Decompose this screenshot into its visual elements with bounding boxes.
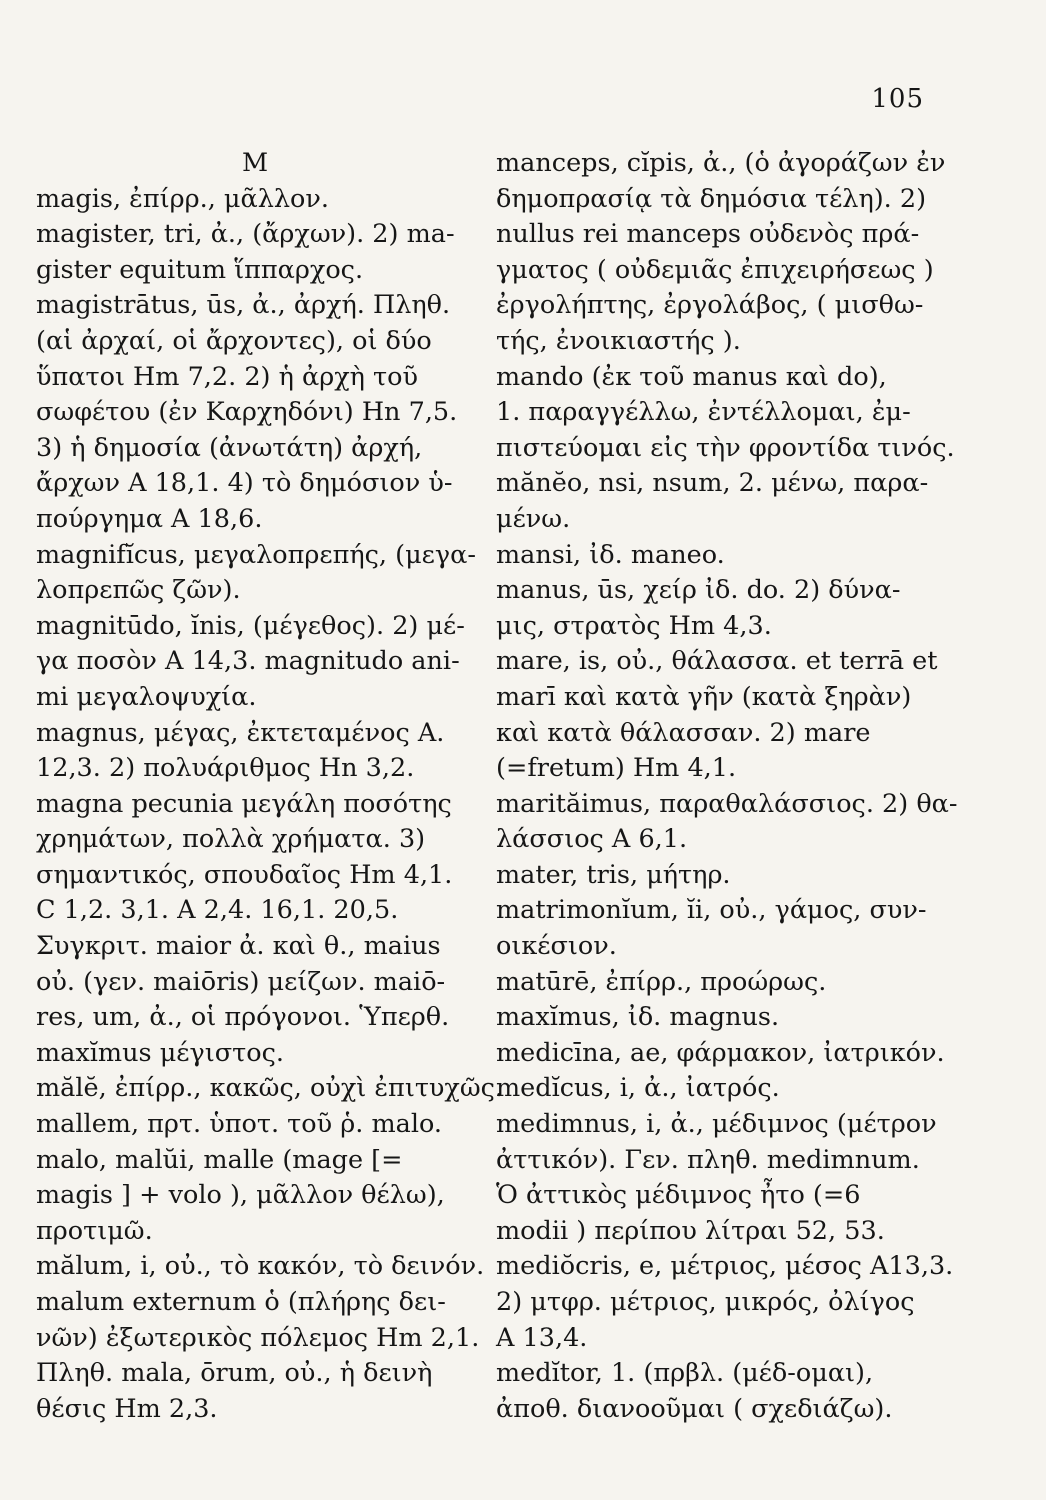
dictionary-line: μις, στρατὸς Hm 4,3. [496,610,772,641]
dictionary-line: res, um, ἀ., οἱ πρόγονοι. Ὑπερθ. [36,1002,450,1033]
dictionary-line: magnifĭcus, μεγαλοπρεπής, (μεγα- [36,539,476,570]
dictionary-line: maxĭmus, ἰδ. magnus. [496,1002,780,1033]
dictionary-line: mediŏcris, e, μέτριος, μέσος A13,3. [496,1251,954,1282]
dictionary-line: medimnus, i, ἀ., μέδιμνος (μέτρον [496,1109,937,1140]
dictionary-line: mare, is, οὐ., θάλασσα. et terrā et [496,646,938,677]
dictionary-line: 3) ἡ δημοσία (ἀνωτάτη) ἀρχή, [36,432,423,463]
dictionary-line: (αἱ ἀρχαί, οἱ ἄρχοντες), οἱ δύο [36,325,432,356]
dictionary-line: medĭtor, 1. (πρβλ. (μέδ-ομαι), [496,1358,874,1389]
dictionary-line: medĭcus, i, ἀ., ἰατρός. [496,1073,780,1104]
dictionary-line: μένω. [496,503,571,534]
dictionary-line: magister, tri, ἀ., (ἄρχων). 2) ma- [36,219,455,250]
dictionary-line: manus, ūs, χείρ ἰδ. do. 2) δύνα- [496,575,901,606]
dictionary-line: mando (ἐκ τοῦ manus καὶ do), [496,361,887,392]
dictionary-line: 2) μτφρ. μέτριος, μικρός, ὀλίγος [496,1287,915,1317]
dictionary-line: mălĕ, ἐπίρρ., κακῶς, οὐχὶ ἐπιτυχῶς. [36,1073,504,1104]
dictionary-line: marī καὶ κατὰ γῆν (κατὰ ξηρὰν) [496,681,912,712]
dictionary-line: malum externum ὁ (πλήρης δει- [36,1287,446,1317]
dictionary-line: mălum, i, οὐ., τὸ κακόν, τὸ δεινόν. [36,1251,485,1282]
dictionary-line: πούργημα A 18,6. [36,503,263,534]
dictionary-line: malo, malŭi, malle (mage [= [36,1144,403,1175]
dictionary-line: magis, ἐπίρρ., μᾶλλον. [36,183,329,214]
dictionary-line: λοπρεπῶς ζῶν). [36,575,241,606]
dictionary-line: nullus rei manceps οὐδενὸς πρά- [496,219,920,250]
dictionary-line: matrimonĭum, ĭi, οὐ., γάμος, συν- [496,895,927,926]
dictionary-line: magnitūdo, ĭnis, (μέγεθος). 2) μέ- [36,610,465,641]
dictionary-line: χρημάτων, πολλὰ χρήματα. 3) [36,824,426,855]
dictionary-line: Ὁ ἀττικὸς μέδιμνος ἦτο (=6 [496,1180,861,1211]
dictionary-line: θέσις Hm 2,3. [36,1393,218,1424]
right-column [496,146,958,1427]
dictionary-line: (=fretum) Hm 4,1. [496,753,737,784]
dictionary-line: 1. παραγγέλλω, ἐντέλλομαι, ἐμ- [496,397,911,428]
dictionary-line: 12,3. 2) πολυάριθμος Hn 3,2. [36,753,415,784]
dictionary-line: γα ποσὸν A 14,3. magnitudo ani- [36,646,460,677]
dictionary-line: C 1,2. 3,1. A 2,4. 16,1. 20,5. [36,895,399,926]
dictionary-line: οὐ. (γεν. maiōris) μείζων. maiō- [36,966,446,997]
dictionary-line: σημαντικός, σπουδαῖος Hm 4,1. [36,859,453,890]
dictionary-line: mănĕo, nsi, nsum, 2. μένω, παρα- [496,468,929,499]
dictionary-line: ἀποθ. διανοοῦμαι ( σχεδιάζω). [496,1393,893,1424]
dictionary-line: maxĭmus μέγιστος. [36,1037,284,1068]
dictionary-line: Συγκριτ. maior ἀ. καὶ θ., maius [36,931,441,962]
dictionary-line: mallem, πρτ. ὑποτ. τοῦ ῥ. malo. [36,1109,442,1140]
dictionary-line: πιστεύομαι εἰς τὴν φροντίδα τινός. [496,432,955,463]
page-number: 105 [871,84,924,114]
dictionary-line: magis ] + volo ), μᾶλλον θέλω), [36,1180,445,1211]
dictionary-line: modii ) περίπου λίτραι 52, 53. [496,1215,885,1246]
dictionary-line: manceps, cĭpis, ἀ., (ὁ ἀγοράζων ἐν [496,148,946,178]
dictionary-line: τής, ἐνοικιαστής ). [496,325,741,356]
dictionary-line: ἀττικόν). Γεν. πληθ. medimnum. [496,1144,920,1175]
dictionary-line: ὕπατοι Hm 7,2. 2) ἡ ἀρχὴ τοῦ [36,361,419,392]
dictionary-line: mi μεγαλοψυχία. [36,681,257,712]
dictionary-line: νῶν) ἐξωτερικὸς πόλεμος Hm 2,1. [36,1322,480,1353]
dictionary-line: marităimus, παραθαλάσσιος. 2) θα- [496,788,958,819]
dictionary-line: matūrē, ἐπίρρ., προώρως. [496,966,827,997]
dictionary-line: Πληθ. mala, ōrum, οὐ., ἡ δεινὴ [36,1358,433,1389]
dictionary-line: magnus, μέγας, ἐκτεταμένος A. [36,717,445,748]
section-letter: M [242,148,269,178]
dictionary-line: magistrātus, ūs, ἀ., ἀρχή. Πληθ. [36,290,451,321]
dictionary-line: σωφέτου (ἐν Καρχηδόνι) Hn 7,5. [36,397,458,428]
dictionary-line: mater, tris, μήτηρ. [496,859,731,890]
dictionary-line: gister equitum ἵππαρχος. [36,254,364,285]
dictionary-line: medicīna, ae, φάρμακον, ἰατρικόν. [496,1037,945,1068]
dictionary-line: προτιμῶ. [36,1215,153,1246]
dictionary-line: καὶ κατὰ θάλασσαν. 2) mare [496,717,871,748]
dictionary-line: mansi, ἰδ. maneo. [496,539,725,570]
dictionary-line: δημοπρασίᾳ τὰ δημόσια τέλη). 2) [496,183,927,214]
dictionary-line: ἄρχων A 18,1. 4) τὸ δημόσιον ὑ- [36,468,453,499]
dictionary-line: ἐργολήπτης, ἐργολάβος, ( μισθω- [496,290,924,321]
dictionary-line: οικέσιον. [496,931,617,962]
left-column [36,146,504,1427]
dictionary-line: magna pecunia μεγάλη ποσότης [36,788,452,819]
dictionary-line: A 13,4. [496,1322,588,1353]
dictionary-line: λάσσιος A 6,1. [496,824,688,855]
dictionary-line: γματος ( οὐδεμιᾶς ἐπιχειρήσεως ) [496,254,934,285]
